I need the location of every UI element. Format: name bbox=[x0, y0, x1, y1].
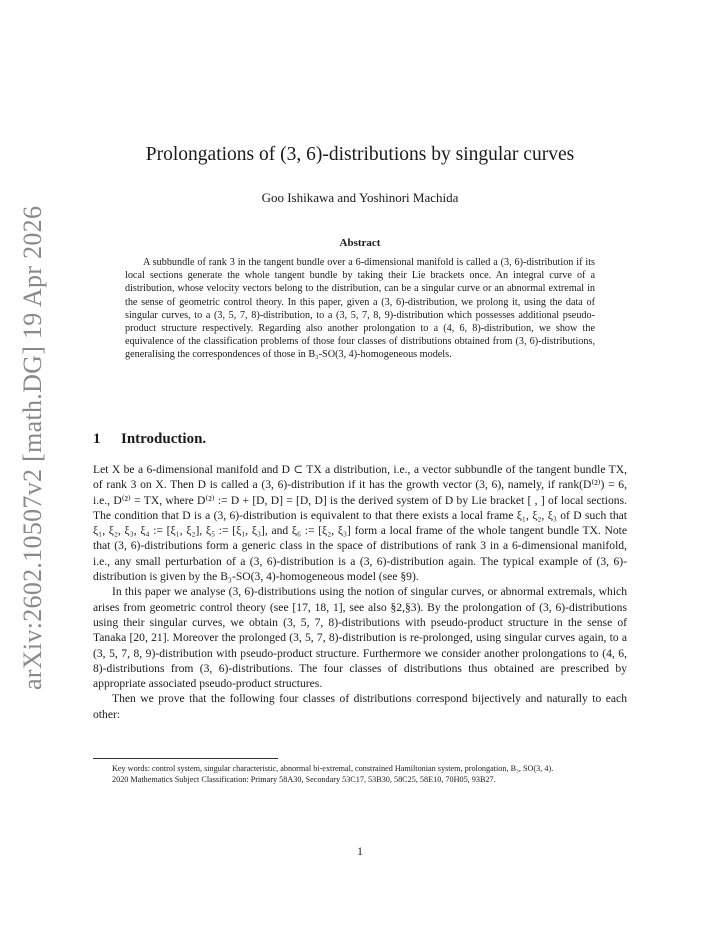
arxiv-identifier-stamp: arXiv:2602.10507v2 [math.DG] 19 Apr 2026 bbox=[18, 205, 47, 690]
footnotes bbox=[93, 763, 627, 785]
section-title: Introduction. bbox=[121, 431, 207, 447]
footnote-msc: 2020 Mathematics Subject Classification: Primary 58A30, Secondary 53C17, 53B30, 58C25, 58E10, 70H05, 93B27. bbox=[112, 775, 496, 784]
abstract-body: A subbundle of rank 3 in the tangent bundle over a 6-dimensional manifold is called a (3, 6)-distribution if its local sections generate the whole tangent bundle by taking their Lie brackets once. An integral curve of a distribution, whose velocity vectors belong to the distribution, can be a singular curve or an abnormal extremal in the sense of geometric control theory. In this paper, given a (3, 6)-distribution, we prolong it, using the data of singular curves, to a (3, 5, 7, 8)-distribution, to a (3, 5, 7, 8, 9)-distribution which possesses additional pseudo-product structure respectively. Regarding also another prolongation to a (4, 6, 8)-distribution, we show the equivalence of the classification problems of those four classes of distributions obtained from (3, 6)-distributions, generalising the correspondences of those in B₃-SO(3, 4)-homogeneous models. bbox=[125, 257, 595, 361]
paragraph: Then we prove that the following four classes of distributions correspond bijectively and naturally to each other: bbox=[93, 692, 627, 721]
page-number: 1 bbox=[357, 846, 363, 858]
footnote-keywords: Key words: control system, singular characteristic, abnormal bi-extremal, constrained Hamiltonian system, prolongation, B₃, SO(3, 4). bbox=[112, 764, 554, 773]
paper-title: Prolongations of (3, 6)-distributions by singular curves bbox=[145, 144, 575, 165]
section-heading bbox=[93, 431, 206, 448]
footnote-divider bbox=[93, 758, 278, 759]
paper-authors: Goo Ishikawa and Yoshinori Machida bbox=[261, 190, 459, 205]
paragraph: In this paper we analyse (3, 6)-distributions using the notion of singular curves, or abnormal extremals, which arises from geometric control theory (see [17, 18, 1], see also §2,§3). By the prolongation of (3, 6)-distributions using their singular curves, we obtain (3, 5, 7, 8)-distributions with pseudo-product structure in the sense of Tanaka [20, 21]. Moreover the prolonged (3, 5, 7, 8)-distribution is re-prolonged, using singular curves again, to a (3, 5, 7, 8, 9)-distribution with pseudo-product structure. Furthermore we consider another prolongations to (4, 6, 8)-distributions from (3, 6)-distributions. The four classes of distributions thus obtained are prescribed by appropriate associated pseudo-product structures. bbox=[93, 585, 627, 691]
body-text bbox=[93, 462, 627, 722]
paragraph: Let X be a 6-dimensional manifold and D ⊂ TX a distribution, i.e., a vector subbundle of the tangent bundle TX, of rank 3 on X. Then D is called a (3, 6)-distribution if it has the growth vector (3, 6), namely, if rank(D⁽²⁾) = 6, i.e., D⁽²⁾ = TX, where D⁽²⁾ := D + [D, D] = [D, D] is the derived system of D by Lie bracket [ , ] of local sections. The condition that D is a (3, 6)-distribution is equivalent to that there exists a local frame ξ₁, ξ₂, ξ₃ of D such that ξ₁, ξ₂, ξ₃, ξ₄ := [ξ₁, ξ₂], ξ₅ := [ξ₁, ξ₃], and ξ₆ := [ξ₂, ξ₃] form a local frame of the whole tangent bundle TX. Note that (3, 6)-distributions form a generic class in the space of distributions of rank 3 in a 6-dimensional manifold, i.e., any small perturbation of a (3, 6)-distribution is a (3, 6)-distribution again. The typical example of (3, 6)-distribution is given by the B₃-SO(3, 4)-homogeneous model (see §9). bbox=[93, 463, 627, 584]
section-number: 1 bbox=[93, 431, 101, 447]
abstract-heading: Abstract bbox=[339, 237, 381, 249]
